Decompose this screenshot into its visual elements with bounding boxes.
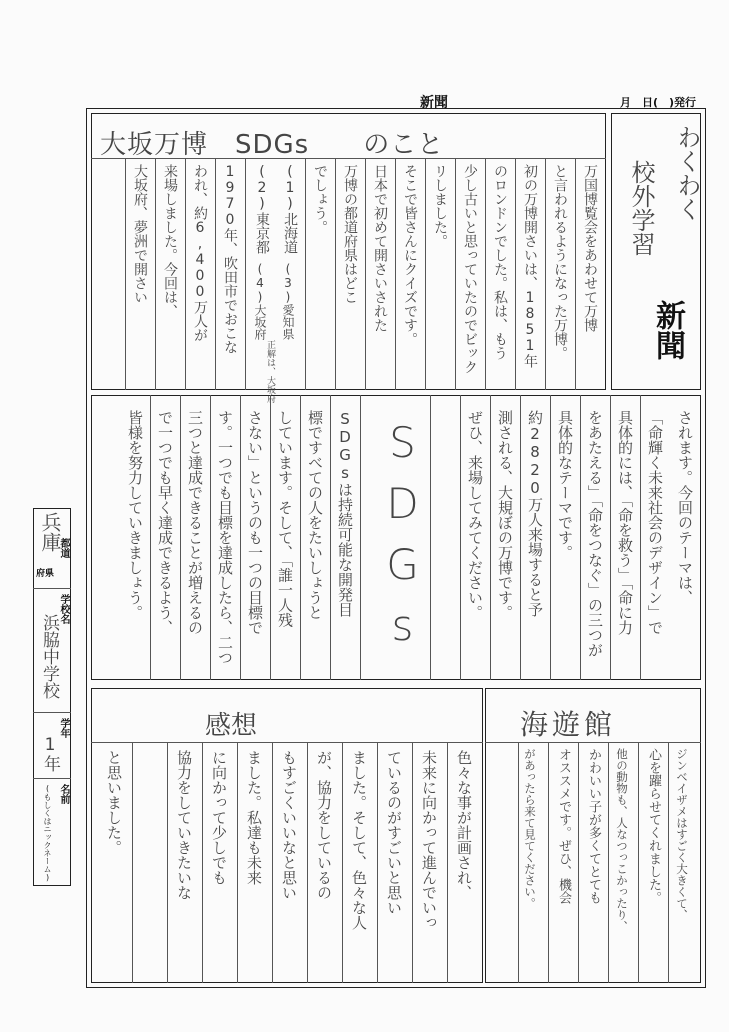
column-line <box>342 742 343 983</box>
impressions-title-divider <box>91 742 483 743</box>
column-line <box>518 742 519 983</box>
aquarium-column: 心を躍らせてくれました。 <box>646 748 661 904</box>
column-line <box>580 395 581 680</box>
middle-article-column: 測される、大規ぼの万博です。 <box>496 410 514 620</box>
column-line <box>240 395 241 680</box>
middle-article-column: ぜひ、来場してみてください。 <box>466 410 484 620</box>
column-line <box>485 158 486 390</box>
school-label: 学校名 <box>58 594 69 624</box>
masthead-big-title: 新聞 <box>650 300 685 360</box>
middle-article-column: 「命輝く未来社会のデザイン」で <box>646 410 664 635</box>
column-line <box>460 395 461 680</box>
impressions-column: が、協力をしているの <box>315 750 333 900</box>
impressions-column: に向かって少しでも <box>210 750 228 885</box>
top-article-column: リしました。 <box>432 164 448 248</box>
sdgs-column: 標ですべての人をたいしょうと <box>306 410 324 620</box>
quiz-answer: 正解は、大坂府 <box>265 340 275 403</box>
column-line <box>490 395 491 680</box>
aquarium-column: 他の動物も、人なつっこかったり、 <box>615 748 629 932</box>
middle-article-column: 具体的なテーマです。 <box>556 410 574 560</box>
impressions-column: 色々な事が計画され、 <box>455 750 473 900</box>
sdgs-column: SDGsは持続可能な開発目 <box>336 410 354 617</box>
column-line <box>365 158 366 390</box>
column-line <box>272 742 273 983</box>
sidebar-divider <box>33 712 71 713</box>
column-line <box>550 395 551 680</box>
column-line <box>578 742 579 983</box>
sdgs-title: SDGs <box>378 418 427 662</box>
quiz-option-1: (1)北海道 <box>282 164 298 254</box>
middle-article-column: 具体的には、「命を救う」「命に力 <box>616 410 634 635</box>
sdgs-column: しています。そして、「誰一人残 <box>276 410 294 628</box>
impressions-title: 感想 <box>205 711 258 741</box>
school-value: 浜脇中学校 <box>39 614 59 699</box>
grade-value: 1年 <box>40 735 60 772</box>
column-line <box>202 742 203 983</box>
column-line <box>125 158 126 390</box>
grade-label: 学年 <box>58 718 69 738</box>
column-line <box>430 395 431 680</box>
column-line <box>548 742 549 983</box>
column-line <box>180 395 181 680</box>
top-article-column: 大坂府、夢洲で開さい <box>132 164 148 304</box>
quiz-option-3: (3)愛知県 <box>281 262 295 340</box>
top-article-column: 来場しました。今回は、 <box>162 164 178 318</box>
impressions-column: もすごくいいなと思い <box>280 750 298 900</box>
column-line <box>360 395 361 680</box>
impressions-column: 協力をしていきたいな <box>175 750 193 900</box>
column-line <box>155 158 156 390</box>
column-line <box>305 158 306 390</box>
issue-date: 月 日( )発行 <box>620 96 697 109</box>
column-line <box>640 395 641 680</box>
column-line <box>447 742 448 983</box>
aquarium-column: があったら来て見てください。 <box>523 748 537 909</box>
prefecture-value: 兵庫 <box>38 512 62 552</box>
masthead-line2: 校外学習 <box>627 160 655 256</box>
column-line <box>300 395 301 680</box>
column-line <box>668 742 669 983</box>
column-line <box>185 158 186 390</box>
newspaper-header-title: 新聞 <box>420 95 448 111</box>
quiz-option-4: (4)大坂府 <box>253 262 267 340</box>
top-article-column: 初の万博開さいは、1851年 <box>522 164 538 368</box>
impressions-column: ているのがすごいと思い <box>385 750 403 915</box>
column-line <box>638 742 639 983</box>
sdgs-column: 皆様を努力していきましょう。 <box>126 410 144 620</box>
aquarium-column: ジンベイザメはすごく大きくて、 <box>675 748 689 921</box>
sdgs-column: す。一つでも目標を達成したら、二つ <box>216 410 234 665</box>
sdgs-column: で一つでも早く達成できるよう、 <box>156 410 174 635</box>
name-label: 名前 <box>58 784 69 804</box>
top-article-column: 少し古いと思っていたのでビック <box>462 164 478 374</box>
top-article-column: のロンドンでした。私は、もう <box>492 164 508 360</box>
column-line <box>425 158 426 390</box>
top-article-column: でしょう。 <box>312 164 328 234</box>
aquarium-column: かわいい子が多くてとても <box>586 748 601 904</box>
top-article-column: そこで皆さんにクイズです。 <box>402 164 418 346</box>
aquarium-title: 海遊館 <box>520 708 617 741</box>
column-line <box>150 395 151 680</box>
column-line <box>520 395 521 680</box>
column-line <box>377 742 378 983</box>
column-line <box>515 158 516 390</box>
sdgs-column: 三つと達成できることが増えるの <box>186 410 204 635</box>
prefecture-suffix-top: 都道 <box>58 538 69 558</box>
top-article-column: 万国博覧会をあわせて万博 <box>582 164 598 332</box>
column-line <box>455 158 456 390</box>
column-line <box>330 395 331 680</box>
name-note: (もしくはニックネーム) <box>43 784 52 882</box>
impressions-column: 未来に向かって進んでいっ <box>420 750 438 930</box>
sidebar-divider <box>33 778 71 779</box>
top-article-column: 万博の都道府県はどこ <box>342 164 358 304</box>
sidebar-divider <box>33 588 71 589</box>
column-line <box>610 395 611 680</box>
top-article-column: 1970年、吹田市でおこな <box>222 164 238 354</box>
column-line <box>307 742 308 983</box>
aquarium-column: オススメです。ぜひ、機会 <box>556 748 571 904</box>
impressions-column: と思いました。 <box>105 750 123 855</box>
impressions-column: ました。そして、色々な人 <box>350 750 368 930</box>
prefecture-suffix-bottom: 府県 <box>36 569 55 579</box>
middle-article-column: されます。今回のテーマは、 <box>676 410 694 605</box>
column-line <box>395 158 396 390</box>
column-line <box>335 158 336 390</box>
column-line <box>545 158 546 390</box>
impressions-column: ました。私達も未来 <box>245 750 263 885</box>
top-article-headline: 大坂万博 SDGs のこと <box>100 130 445 160</box>
column-line <box>215 158 216 390</box>
column-line <box>237 742 238 983</box>
quiz-option-2: (2)東京都 <box>254 164 270 254</box>
column-line <box>167 742 168 983</box>
column-line <box>412 742 413 983</box>
top-article-column: われ、約6,400万人が <box>192 164 208 342</box>
column-line <box>132 742 133 983</box>
sdgs-column: さない」というのも一つの目標で <box>246 410 264 635</box>
middle-article-column: 約2820万人来場すると予 <box>526 410 544 617</box>
column-line <box>575 158 576 390</box>
column-line <box>608 742 609 983</box>
column-line <box>245 158 246 390</box>
top-article-column: と言われるようになった万博。 <box>552 164 568 360</box>
masthead-line1: わくわく <box>673 125 701 221</box>
top-article-column: 日本で初めて開さいされた <box>372 164 388 332</box>
middle-article-column: をあたえる」「命をつなぐ」の三つが <box>586 410 604 658</box>
column-line <box>210 395 211 680</box>
column-line <box>270 395 271 680</box>
